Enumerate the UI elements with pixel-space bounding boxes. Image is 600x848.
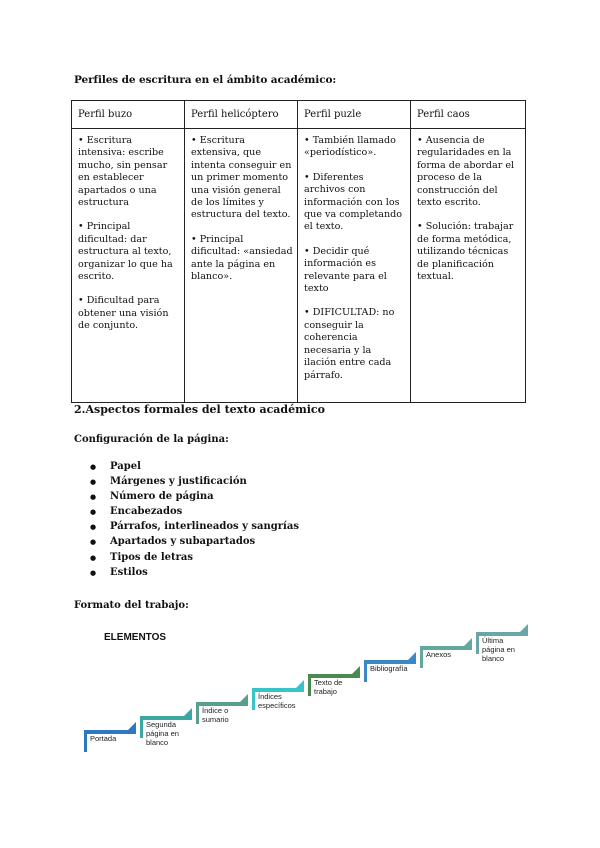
step-label: específicos (258, 701, 296, 710)
stair-step (476, 624, 528, 663)
cell-item: • Solución: trabajar de forma metódica, utilizando técnicas de planificación textual. (417, 221, 514, 283)
stair-step (84, 722, 136, 752)
step-label: Segunda (146, 720, 177, 729)
list-item: ● Número de página (90, 489, 299, 504)
table-header-cell: Perfil caos (411, 101, 526, 129)
table-header-cell: Perfil puzle (298, 101, 411, 129)
step-riser (252, 688, 255, 710)
step-label: blanco (482, 654, 505, 663)
cell-item: • Decidir qué información es relevante para el texto (304, 245, 387, 295)
format-title: Formato del trabajo: (74, 600, 189, 611)
cell-item: • Escritura intensiva: escribe mucho, sin pensar en establecer apartados o una estructura (78, 135, 168, 209)
step-label: Anexos (426, 650, 452, 659)
table-header-cell: Perfil buzo (72, 101, 185, 129)
step-label: sumario (202, 715, 229, 724)
step-accent (184, 708, 192, 716)
step-label: página en (482, 645, 515, 654)
step-accent (240, 694, 248, 702)
step-accent (464, 638, 472, 646)
step-label: Bibliografía (370, 664, 408, 673)
stair-step (420, 638, 472, 668)
step-riser (308, 674, 311, 696)
cell-item: • Dificultad para obtener una visión de conjunto. (78, 295, 169, 332)
diagram-title: ELEMENTOS (104, 632, 167, 643)
stair-step (364, 652, 416, 682)
step-label: Texto de (314, 678, 343, 687)
step-accent (128, 722, 136, 730)
cell-item: • Escritura extensiva, que intenta conseguir en un primer momento una visión general de los límites y estructura del texto. (191, 135, 292, 221)
config-title: Configuración de la página: (74, 434, 229, 445)
section-heading: 2.Aspectos formales del texto académico (74, 403, 325, 416)
step-accent (296, 680, 304, 688)
step-riser (420, 646, 423, 668)
step-accent (352, 666, 360, 674)
step-riser (364, 660, 367, 682)
step-label: Índices (258, 692, 282, 701)
cell-item: • También llamado «periodístico». (304, 135, 396, 159)
cell-item: • Principal dificultad: «ansiedad ante la página en blanco». (191, 233, 293, 283)
stair-step (252, 680, 304, 710)
step-riser (84, 730, 87, 752)
list-item: ● Encabezados (90, 504, 299, 519)
list-item: ● Papel (90, 459, 299, 474)
section-title: Perfiles de escritura en el ámbito académico: (74, 74, 337, 86)
stair-step (196, 694, 248, 724)
step-label: Índice o (202, 706, 229, 715)
step-label: Portada (90, 734, 117, 743)
list-item: ● Párrafos, interlineados y sangrías (90, 519, 299, 534)
stair-step (140, 708, 192, 747)
table-header-cell: Perfil helicóptero (185, 101, 298, 129)
step-label: Última (482, 636, 504, 645)
list-item: ● Márgenes y justificación (90, 474, 299, 489)
cell-item: • Principal dificultad: dar estructura al texto, organizar lo que ha escrito. (78, 221, 173, 283)
list-item: ● Apartados y subapartados (90, 534, 299, 549)
step-label: trabajo (314, 687, 337, 696)
list-item: ● Estilos (90, 565, 299, 580)
step-riser (476, 632, 479, 654)
stair-step (308, 666, 360, 696)
step-accent (408, 652, 416, 660)
list-item: ● Tipos de letras (90, 550, 299, 565)
step-riser (140, 716, 143, 738)
step-label: blanco (146, 738, 169, 747)
step-label: página en (146, 729, 179, 738)
step-accent (520, 624, 528, 632)
cell-item: • Diferentes archivos con información con los que va completando el texto. (304, 171, 403, 233)
cell-item: • Ausencia de regularidades en la forma de abordar el proceso de la construcción del texto escrito. (417, 135, 515, 209)
step-riser (196, 702, 199, 724)
cell-item: • DIFICULTAD: no conseguir la coherencia necesaria y la ilación entre cada párrafo. (304, 307, 395, 381)
